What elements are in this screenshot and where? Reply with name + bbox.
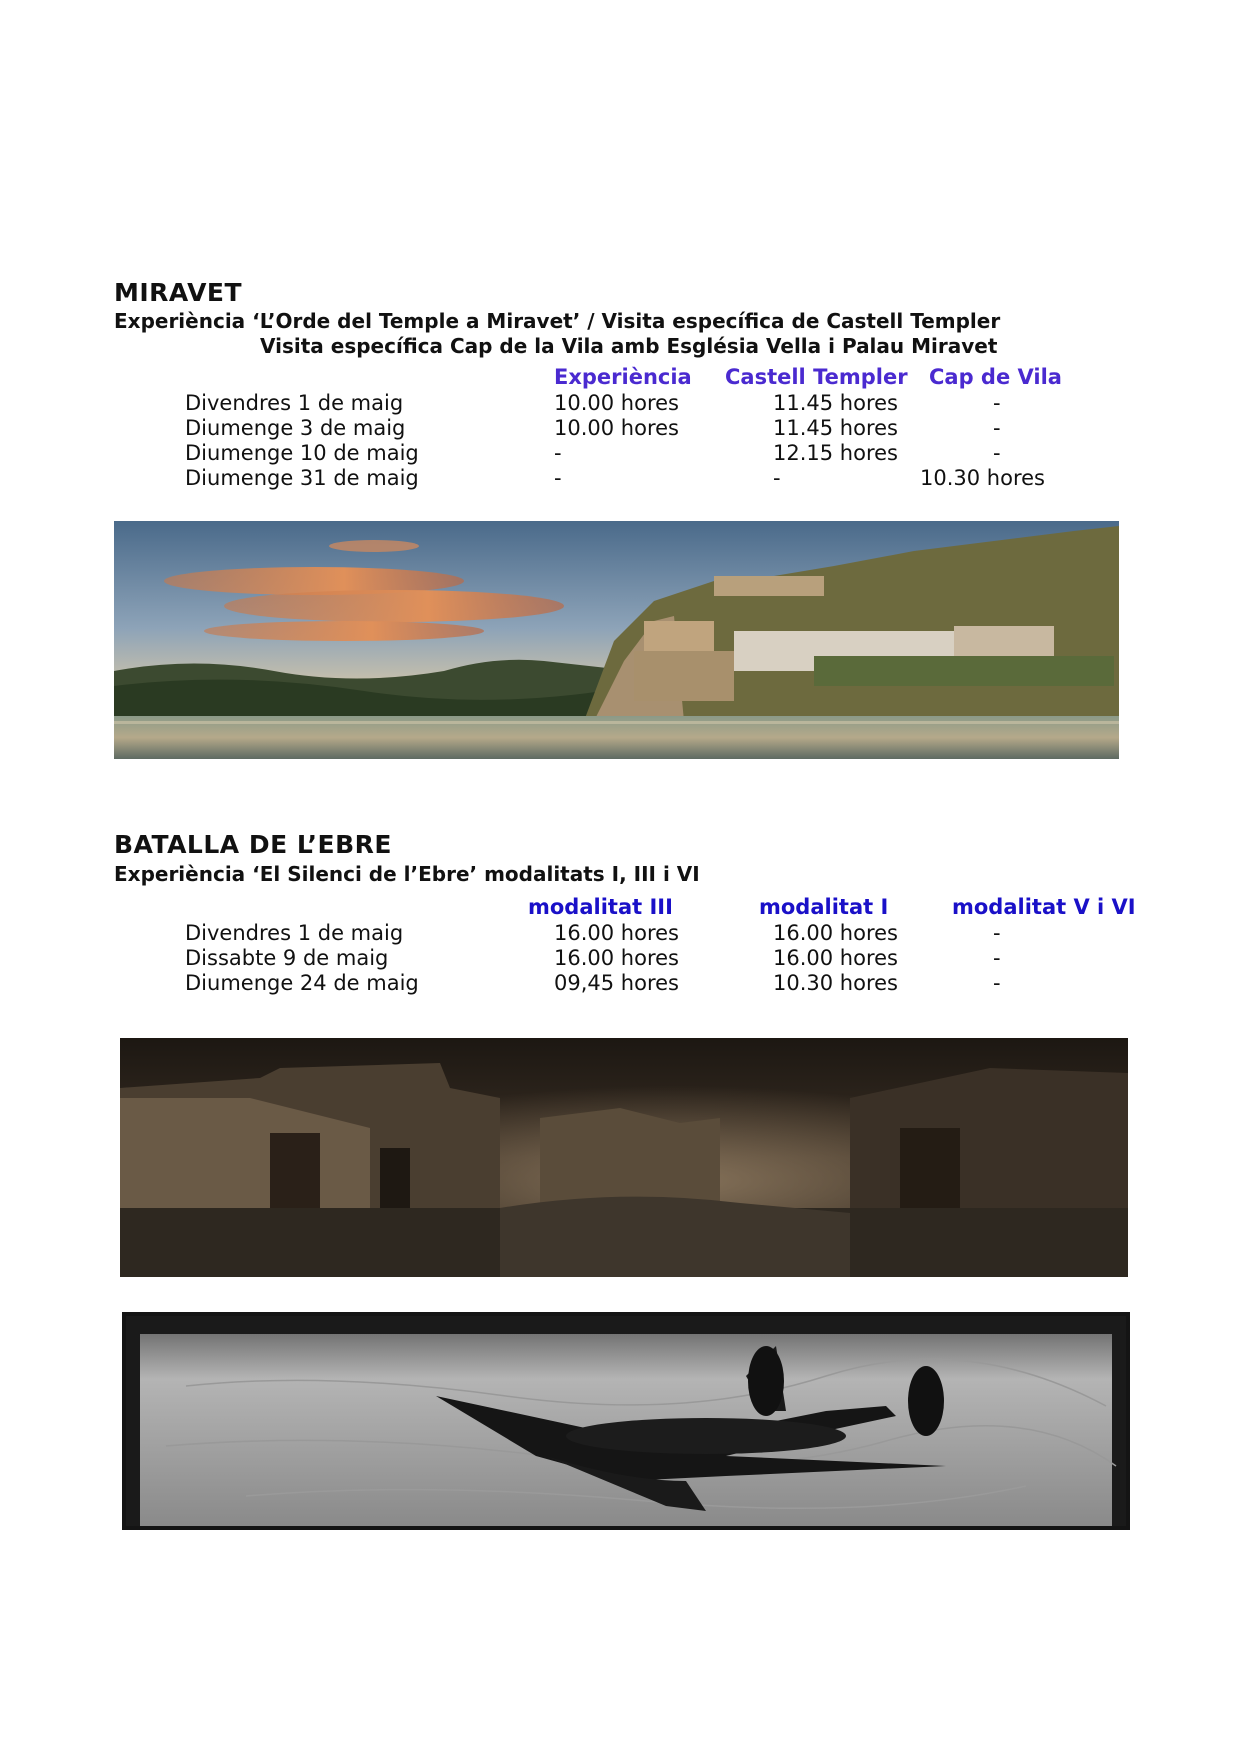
table-cell: 10.30 hores [773, 971, 898, 995]
column-header-modalitat-v-vi: modalitat V i VI [952, 895, 1136, 919]
miravet-castle-photo [114, 521, 1119, 759]
table-cell: 16.00 hores [773, 921, 898, 945]
table-cell: 10.00 hores [554, 416, 679, 440]
column-header-cap-de-vila: Cap de Vila [929, 365, 1062, 389]
table-cell: 09,45 hores [554, 971, 679, 995]
table-cell: 16.00 hores [554, 946, 679, 970]
column-header-modalitat-iii: modalitat III [528, 895, 673, 919]
miravet-title: MIRAVET [114, 278, 243, 307]
table-row-date: Diumenge 24 de maig [185, 971, 419, 995]
column-header-experiencia: Experiència [554, 365, 692, 389]
column-header-castell-templer: Castell Templer [725, 365, 908, 389]
ruined-village-photo [120, 1038, 1128, 1277]
table-cell: - [993, 391, 1001, 415]
table-cell: 10.00 hores [554, 391, 679, 415]
column-header-modalitat-i: modalitat I [759, 895, 889, 919]
table-cell: - [993, 921, 1001, 945]
table-cell: 16.00 hores [773, 946, 898, 970]
miravet-subtitle-line2: Visita específica Cap de la Vila amb Església Vella i Palau Miravet [260, 334, 998, 358]
miravet-subtitle-line1: Experiència ‘L’Orde del Temple a Miravet’ / Visita específica de Castell Templer [114, 309, 1001, 333]
table-cell: 12.15 hores [773, 441, 898, 465]
table-row-date: Dissabte 9 de maig [185, 946, 389, 970]
table-cell: - [554, 466, 562, 490]
table-cell: - [993, 971, 1001, 995]
table-row-date: Divendres 1 de maig [185, 391, 404, 415]
warplane-photo [122, 1312, 1130, 1530]
table-cell: - [993, 946, 1001, 970]
table-cell: - [993, 441, 1001, 465]
ebre-title: BATALLA DE L’EBRE [114, 830, 393, 859]
table-row-date: Diumenge 10 de maig [185, 441, 419, 465]
table-cell: 11.45 hores [773, 416, 898, 440]
table-cell: 16.00 hores [554, 921, 679, 945]
table-row-date: Diumenge 3 de maig [185, 416, 406, 440]
table-row-date: Divendres 1 de maig [185, 921, 404, 945]
table-row-date: Diumenge 31 de maig [185, 466, 419, 490]
table-cell: 11.45 hores [773, 391, 898, 415]
table-cell: - [993, 416, 1001, 440]
ebre-subtitle: Experiència ‘El Silenci de l’Ebre’ modalitats I, III i VI [114, 862, 700, 886]
table-cell: - [773, 466, 781, 490]
table-cell: 10.30 hores [920, 466, 1045, 490]
table-cell: - [554, 441, 562, 465]
